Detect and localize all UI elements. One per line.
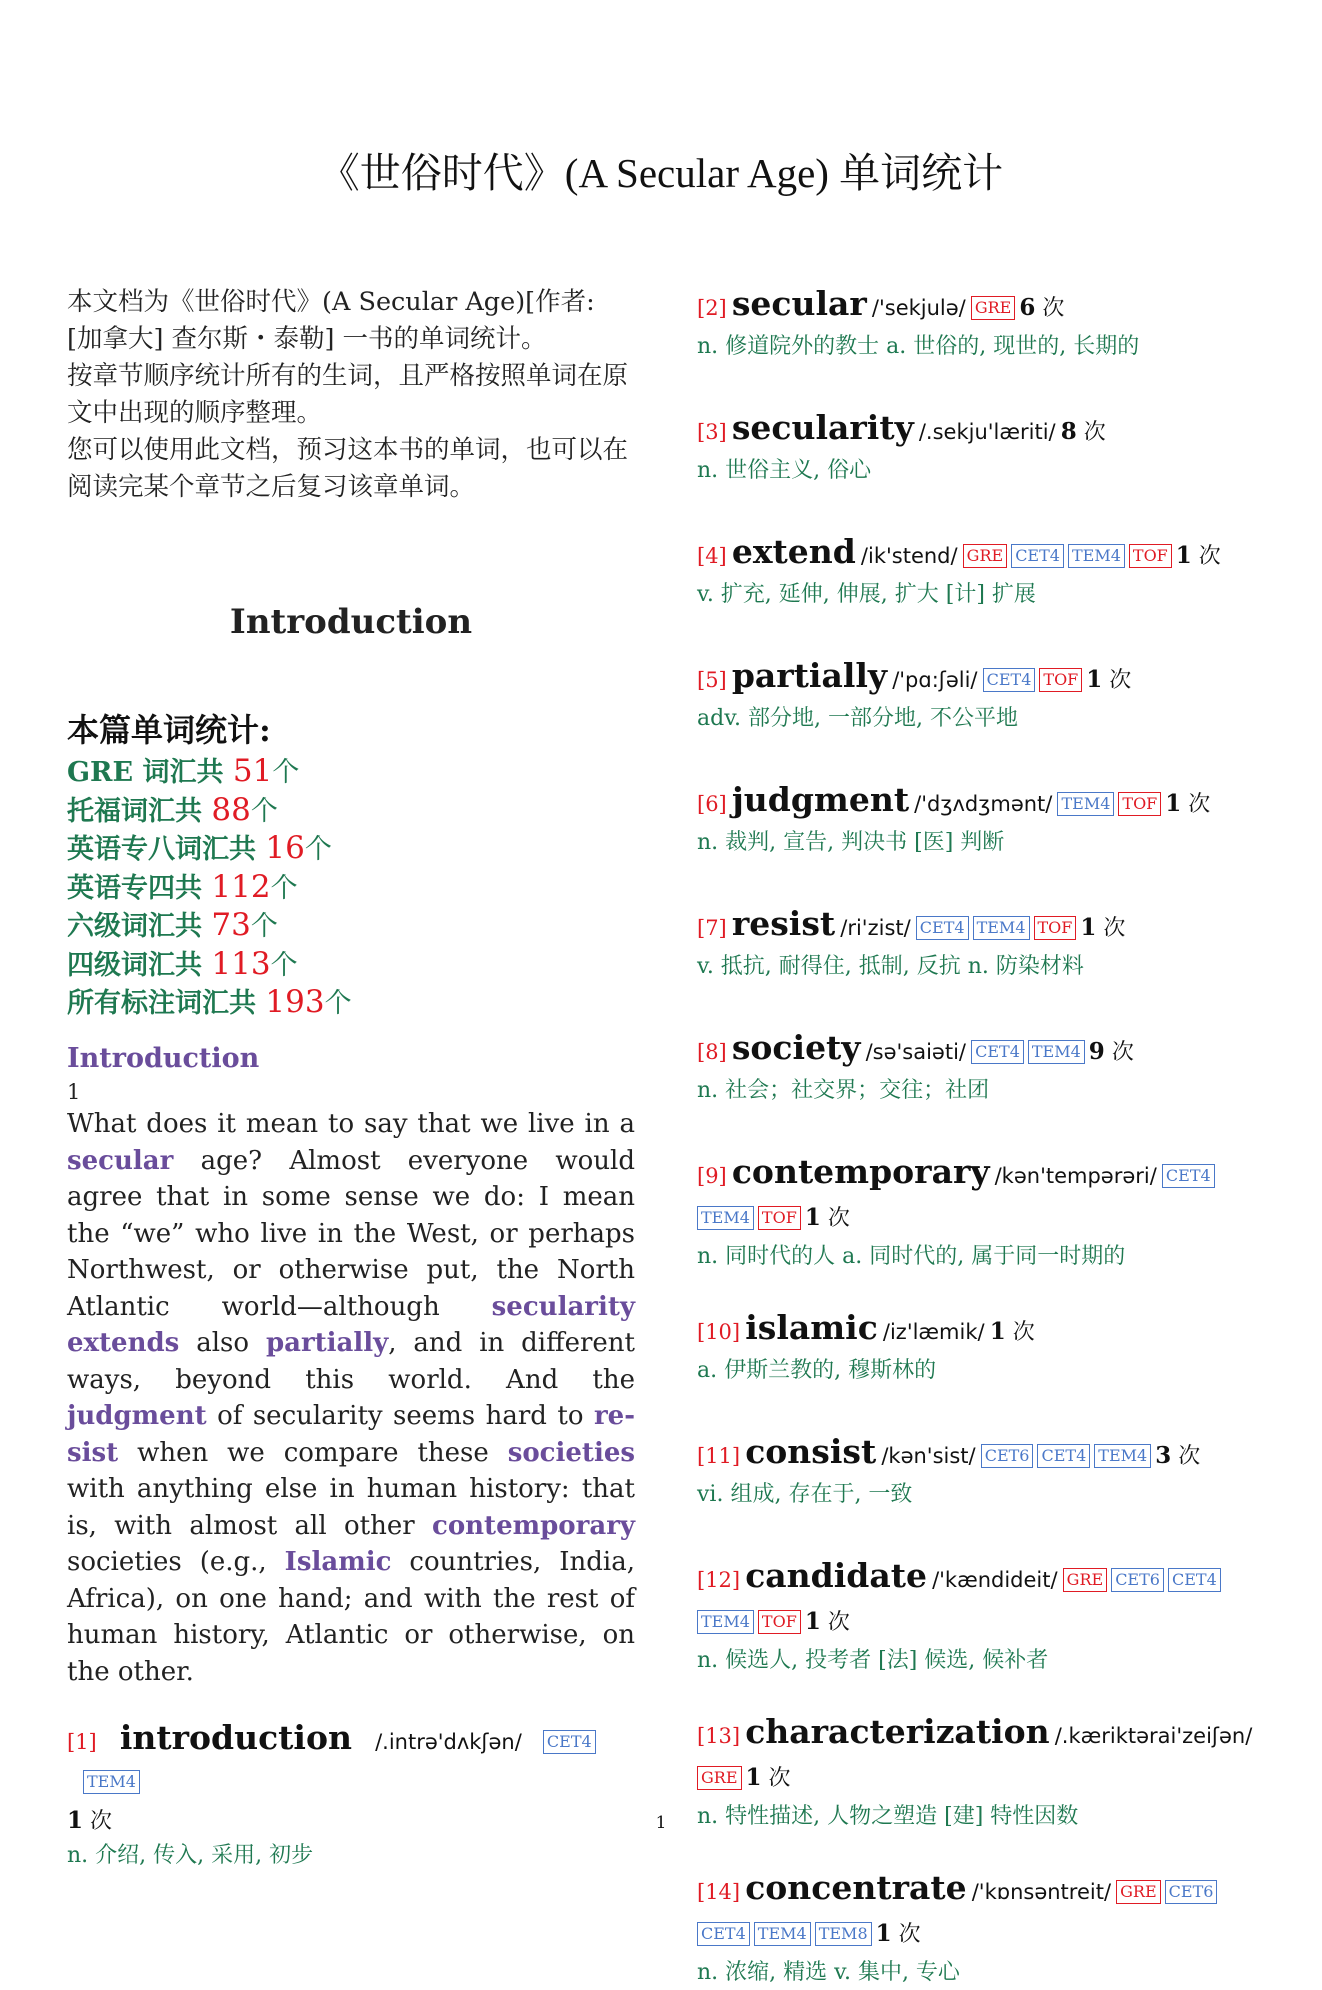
highlighted-word[interactable]: societies: [507, 1437, 635, 1468]
entry-count-unit: 次: [827, 1206, 850, 1231]
entry-index: [13]: [697, 1724, 741, 1748]
entry-count-unit: 次: [1111, 1040, 1134, 1065]
entry-badge: CET4: [1037, 1444, 1090, 1468]
stat-count: 193: [265, 984, 325, 1020]
entry-pronunciation: /'sekjulə/: [871, 296, 966, 320]
entry-count-number: 1: [1175, 542, 1192, 569]
entry-badge: TOF: [1034, 916, 1077, 940]
text-run: countries, India, Africa), on one hand; and with the rest of human history, Atlantic or otherwise, on the other.: [67, 1547, 635, 1687]
vocab-entry: [697, 904, 1277, 984]
highlighted-word[interactable]: contemporary: [431, 1510, 635, 1541]
vocab-entry: [697, 656, 1277, 736]
vocab-entry: [697, 284, 1277, 364]
stat-unit: 个: [304, 834, 332, 865]
entry-badge: CET4: [916, 916, 969, 940]
highlighted-word[interactable]: extends: [67, 1328, 180, 1358]
entry-badge: CET6: [1165, 1880, 1218, 1904]
entry-count: [1080, 916, 1125, 941]
entry-word: concentrate: [745, 1868, 967, 1907]
stat-unit: 个: [272, 757, 300, 788]
entry-pronunciation: /ri'zist/: [840, 916, 911, 940]
entry-definition: a. 伊斯兰教的, 穆斯林的: [697, 1358, 937, 1383]
entry-count: [1155, 1444, 1200, 1469]
entry-count-number: 8: [1060, 418, 1077, 445]
entry-badge: TEM4: [754, 1922, 811, 1946]
vocab-entry: [697, 1308, 1277, 1388]
entry-definition: n. 候选人, 投考者 [法] 候选, 候补者: [697, 1648, 1049, 1673]
entry-badge: GRE: [697, 1766, 742, 1790]
text-run: societies (e.g.,: [67, 1547, 285, 1577]
text-run: What does it mean to say that we live in a: [67, 1109, 635, 1139]
entry-badge: CET4: [1011, 544, 1064, 568]
stat-label: 所有标注词汇共: [67, 988, 266, 1019]
intro-paragraph: 按章节顺序统计所有的生词，且严格按照单词在原文中出现的顺序整理。: [67, 361, 629, 428]
entry-count: [1061, 420, 1106, 445]
text-run: also: [179, 1328, 266, 1358]
entry-count-unit: 次: [1109, 668, 1132, 693]
entry-count-number: 1: [875, 1920, 892, 1947]
text-run: age? Almost everyone would agree that in some sense we do: I mean the “we” who live in the West, or perhaps Northwest, or otherwise put, the North Atlantic world—although: [67, 1145, 635, 1322]
chapter-title: Introduction: [67, 1043, 260, 1074]
entry-pronunciation: /kən'tempərəri/: [994, 1164, 1157, 1188]
highlighted-word[interactable]: secularity: [491, 1291, 635, 1322]
stat-line: [67, 984, 635, 1023]
entry-pronunciation: /.intrə'dʌkʃən/: [375, 1730, 522, 1754]
entry-count-unit: 次: [1012, 1320, 1035, 1345]
stat-label: 英语专四共: [67, 872, 212, 904]
stat-line: [67, 869, 635, 908]
entry-count-number: 1: [745, 1764, 762, 1791]
entry-index: [12]: [697, 1568, 741, 1592]
entry-definition: n. 同时代的人 a. 同时代的, 属于同一时期的: [697, 1244, 1126, 1269]
vocab-entry: [697, 1432, 1277, 1512]
entry-badge: CET4: [971, 1040, 1024, 1064]
highlighted-word[interactable]: partially: [265, 1328, 389, 1358]
entry-count: [1089, 1040, 1134, 1065]
stats-title: 本篇单词统计:: [67, 711, 271, 749]
vocab-entry: [697, 532, 1277, 612]
intro-block: [67, 284, 635, 506]
entry-count-unit: 次: [768, 1766, 791, 1791]
entry-word: consist: [745, 1432, 877, 1471]
entry-index: [6]: [697, 792, 727, 816]
entry-pronunciation: /kən'sist/: [881, 1444, 976, 1468]
entry-pronunciation: /.sekju'læriti/: [918, 420, 1056, 444]
vocab-list: [697, 284, 1277, 1990]
entry-word: characterization: [745, 1712, 1050, 1751]
vocab-entry: [697, 1028, 1277, 1108]
entry-count-unit: 次: [827, 1610, 850, 1635]
chapter-block: [67, 1043, 635, 1873]
stat-line: [67, 830, 635, 869]
entry-count: [746, 1766, 791, 1791]
entry-badge: TOF: [1039, 668, 1082, 692]
stat-count: 73: [211, 907, 251, 943]
entry-count-unit: 次: [1103, 916, 1126, 941]
entry-badge: CET4: [697, 1922, 750, 1946]
entry-badge: TOF: [758, 1206, 801, 1230]
entry-count: [1019, 296, 1064, 321]
entry-definition: n. 修道院外的教士 a. 世俗的, 现世的, 长期的: [697, 334, 1140, 359]
entry-badge: TEM4: [1028, 1040, 1085, 1064]
entry-count: [876, 1922, 921, 1947]
entry-badge: TEM4: [697, 1610, 754, 1634]
entry-badge: CET4: [983, 668, 1036, 692]
entry-badge: TEM4: [1068, 544, 1125, 568]
entry-count-unit: 次: [898, 1922, 921, 1947]
paragraph-number: 1: [67, 1080, 81, 1104]
entry-index: [7]: [697, 916, 727, 940]
entry-count: [1165, 792, 1210, 817]
entry-badge: TEM4: [1057, 792, 1114, 816]
entry-count-number: 1: [67, 1807, 84, 1834]
entry-index: [11]: [697, 1444, 741, 1468]
entry-badge: TEM4: [83, 1770, 140, 1794]
entry-definition: v. 扩充, 延伸, 伸展, 扩大 [计] 扩展: [697, 582, 1036, 607]
entry-badge: TEM4: [697, 1206, 754, 1230]
stat-label: 四级词汇共: [67, 949, 212, 981]
entry-index: [5]: [697, 668, 727, 692]
stat-count: 112: [211, 868, 271, 905]
entry-definition: n. 世俗主义, 俗心: [697, 458, 872, 483]
entry-badge: CET6: [1111, 1568, 1164, 1592]
entry-badge: GRE: [1116, 1880, 1161, 1904]
entry-index: [4]: [697, 544, 727, 568]
entry-badge: TEM8: [815, 1922, 872, 1946]
stat-line: [67, 946, 635, 985]
entry-word: resist: [731, 904, 836, 943]
highlighted-word[interactable]: secular: [67, 1145, 174, 1176]
entry-word: contemporary: [731, 1152, 990, 1191]
entry-badge: GRE: [971, 296, 1016, 320]
highlighted-word[interactable]: Islamic: [284, 1547, 392, 1577]
text-run: , and in different ways, beyond this world. And the: [67, 1328, 635, 1395]
entry-badge: CET4: [1168, 1568, 1221, 1592]
entry-badge: CET4: [543, 1730, 596, 1754]
entry-index: [2]: [697, 296, 727, 320]
entry-pronunciation: /iz'læmik/: [882, 1320, 985, 1344]
entry-badge: GRE: [1063, 1568, 1108, 1592]
entry-index: [1]: [67, 1730, 97, 1754]
entry-pronunciation: /'kɒnsəntreit/: [971, 1880, 1112, 1904]
entry-definition: n. 特性描述, 人物之塑造 [建] 特性因数: [697, 1804, 1079, 1829]
entry-pronunciation: /'kændideit/: [932, 1568, 1058, 1592]
entry-badge: TEM4: [973, 916, 1030, 940]
stats-block: [67, 705, 635, 1023]
intro-paragraph: 本文档为《世俗时代》(A Secular Age)[作者: [加拿大] 查尔斯・泰勒] 一书的单词统计。: [67, 287, 595, 354]
vocab-entry: [697, 780, 1277, 860]
entry-badge: TEM4: [1094, 1444, 1151, 1468]
entry-count-number: 1: [804, 1204, 821, 1231]
entry-pronunciation: /.kæriktərai'zeiʃən/: [1054, 1724, 1253, 1748]
vocab-entry: [697, 1152, 1277, 1274]
entry-word: islamic: [745, 1308, 878, 1347]
stat-line: [67, 753, 635, 792]
entry-count-number: 1: [804, 1608, 821, 1635]
entry-word: introduction: [119, 1718, 352, 1757]
stat-count: 113: [211, 945, 271, 982]
entry-count-unit: 次: [90, 1809, 113, 1834]
text-run: when we compare these: [118, 1437, 508, 1468]
stat-unit: 个: [270, 872, 298, 904]
stat-unit: 个: [250, 911, 278, 942]
entry-word: extend: [731, 532, 856, 571]
entry-count: [1176, 544, 1221, 569]
entry-word: judgment: [731, 780, 910, 819]
entry-pronunciation: /sə'saiəti/: [865, 1040, 966, 1064]
entry-badge: CET4: [1162, 1164, 1215, 1188]
chapter-text: [67, 1106, 635, 1690]
vocab-entry: [67, 1718, 635, 1873]
stat-label: 六级词汇共: [67, 911, 212, 942]
entry-count-unit: 次: [1188, 792, 1211, 817]
entry-count-number: 3: [1155, 1442, 1172, 1469]
entry-count-number: 1: [1165, 790, 1182, 817]
entry-definition: n. 浓缩, 精选 v. 集中, 专心: [697, 1960, 960, 1985]
entry-count: [1086, 668, 1131, 693]
entry-index: [10]: [697, 1320, 741, 1344]
stat-unit: 个: [270, 949, 298, 981]
page-number: 1: [655, 1813, 667, 1833]
stat-label: GRE 词汇共: [67, 757, 233, 788]
entry-pronunciation: /ik'stend/: [860, 544, 958, 568]
entry-index: [3]: [697, 420, 727, 444]
entry-count-number: 9: [1088, 1038, 1105, 1065]
entry-count: [805, 1610, 850, 1635]
text-run: with anything else in human history: that is, with almost all other: [67, 1474, 635, 1541]
entry-word: secular: [731, 284, 867, 323]
entry-pronunciation: /'pɑ:ʃəli/: [892, 668, 978, 692]
text-run: of secularity seems hard to: [206, 1401, 594, 1431]
entry-word: society: [731, 1028, 861, 1067]
highlighted-word[interactable]: re-sist: [67, 1401, 635, 1468]
stat-count: 16: [265, 830, 305, 866]
entry-index: [9]: [697, 1164, 727, 1188]
entry-count: [805, 1206, 850, 1231]
entry-word: partially: [731, 656, 888, 695]
entry-badge: CET6: [981, 1444, 1034, 1468]
entry-count-unit: 次: [1042, 296, 1065, 321]
highlighted-word[interactable]: judgment: [67, 1401, 207, 1431]
section-heading: Introduction: [229, 602, 473, 642]
entry-badge: GRE: [963, 544, 1008, 568]
entry-index: [14]: [697, 1880, 741, 1904]
entry-definition: n. 社会；社交界；交往；社团: [697, 1078, 990, 1103]
entry-badge: TOF: [758, 1610, 801, 1634]
entry-definition: vi. 组成, 存在于, 一致: [697, 1482, 913, 1507]
entry-count-number: 1: [1086, 666, 1103, 693]
entry-word: secularity: [731, 408, 914, 447]
entry-count-unit: 次: [1083, 420, 1106, 445]
stat-line: [67, 792, 635, 831]
stat-count: 88: [211, 791, 251, 828]
entry-pronunciation: /'dʒʌdʒmənt/: [914, 792, 1053, 816]
entry-count-unit: 次: [1178, 1444, 1201, 1469]
entry-count-number: 1: [1080, 914, 1097, 941]
entry-word: candidate: [745, 1556, 927, 1595]
intro-paragraph: 您可以使用此文档，预习这本书的单词，也可以在阅读完某个章节之后复习该章单词。: [67, 435, 629, 502]
stat-unit: 个: [324, 988, 352, 1019]
entry-count-number: 6: [1019, 294, 1036, 321]
stat-line: [67, 907, 635, 946]
stat-label: 托福词汇共: [67, 795, 212, 827]
entry-definition: v. 抵抗, 耐得住, 抵制, 反抗 n. 防染材料: [697, 954, 1084, 979]
entry-badge: TOF: [1129, 544, 1172, 568]
entry-count: [990, 1320, 1035, 1345]
stat-count: 51: [232, 753, 273, 789]
entry-index: [8]: [697, 1040, 727, 1064]
vocab-entry: [697, 408, 1277, 488]
entry-definition: n. 裁判, 宣告, 判决书 [医] 判断: [697, 830, 1005, 855]
entry-badge: TOF: [1118, 792, 1161, 816]
stat-label: 英语专八词汇共: [67, 834, 266, 865]
vocab-entry: [697, 1868, 1277, 1990]
entry-definition: n. 介绍, 传入, 采用, 初步: [67, 1843, 314, 1868]
page-title: 《世俗时代》(A Secular Age) 单词统计: [318, 150, 1004, 196]
entry-definition: adv. 部分地, 一部分地, 不公平地: [697, 706, 1018, 731]
entry-count-unit: 次: [1198, 544, 1221, 569]
vocab-entry: [697, 1556, 1277, 1678]
entry-count-number: 1: [989, 1318, 1006, 1345]
stat-unit: 个: [250, 795, 278, 827]
